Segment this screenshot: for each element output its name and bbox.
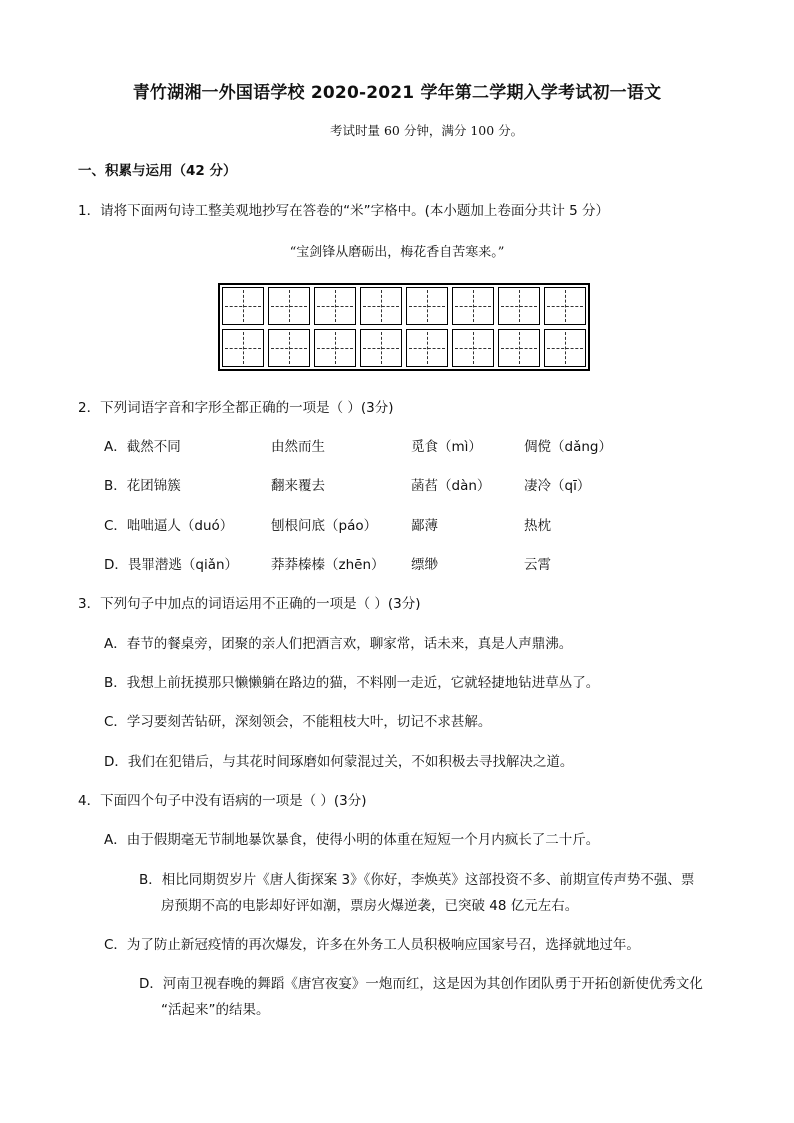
grid-cell <box>498 287 540 325</box>
grid-cell <box>268 329 310 367</box>
grid-cell <box>314 329 356 367</box>
question-3: 3．下列句子中加点的词语运用不正确的一项是（ ）(3分) <box>78 596 421 612</box>
q4-option-d-line1: D．河南卫视春晚的舞蹈《唐宫夜宴》一炮而红，这是因为其创作团队勇于开拓创新使优秀文化 <box>139 976 703 992</box>
q2-option-c-word2: 刨根问底（páo） <box>271 518 378 534</box>
q2-option-d-label: D．畏罪潜逃（qiǎn） <box>104 557 239 573</box>
q2-option-c-word3: 鄙薄 <box>411 518 438 534</box>
q3-option-d: D．我们在犯错后，与其花时间琢磨如何蒙混过关，不如积极去寻找解决之道。 <box>104 754 574 770</box>
grid-cell <box>544 287 586 325</box>
q4-option-b-line1: B．相比同期贺岁片《唐人街探案 3》《你好，李焕英》这部投资不多、前期宣传声势不强、票 <box>139 872 695 888</box>
question-2: 2．下列词语字音和字形全都正确的一项是（ ）(3分) <box>78 400 394 416</box>
exam-title: 青竹湖湘一外国语学校 2020-2021 学年第二学期入学考试初一语文 <box>132 83 662 103</box>
q3-option-a: A．春节的餐桌旁，团聚的亲人们把酒言欢，聊家常，话未来，真是人声鼎沸。 <box>104 636 573 652</box>
question-4: 4．下面四个句子中没有语病的一项是（ ）(3分) <box>78 793 367 809</box>
grid-cell <box>360 287 402 325</box>
q2-option-b-word3: 菡萏（dàn） <box>411 478 491 494</box>
q4-option-a: A．由于假期毫无节制地暴饮暴食，使得小明的体重在短短一个月内疯长了二十斤。 <box>104 832 600 848</box>
grid-row <box>220 285 588 327</box>
grid-row <box>220 327 588 369</box>
q2-option-d-word4: 云霄 <box>524 557 551 573</box>
q2-option-a-label: A．截然不同 <box>104 439 181 455</box>
grid-cell <box>544 329 586 367</box>
q2-option-c-word4: 热枕 <box>524 518 551 534</box>
q2-option-a-word3: 觅食（mì） <box>411 439 482 455</box>
q4-option-d-line2: “活起来”的结果。 <box>161 1002 270 1018</box>
grid-cell <box>268 287 310 325</box>
q2-option-b-label: B．花团锦簇 <box>104 478 181 494</box>
q2-option-c-label: C．咄咄逼人（duó） <box>104 518 234 534</box>
q4-option-c: C．为了防止新冠疫情的再次爆发，许多在外务工人员积极响应国家号召，选择就地过年。 <box>104 937 640 953</box>
grid-cell <box>452 329 494 367</box>
question-1: 1．请将下面两句诗工整美观地抄写在答卷的“米”字格中。(本小题加上卷面分共计 5 分） <box>78 203 610 219</box>
grid-cell <box>452 287 494 325</box>
q2-option-a-word4: 倜傥（dǎng） <box>524 439 612 455</box>
q2-option-b-word2: 翻来覆去 <box>271 478 325 494</box>
q3-option-b: B．我想上前抚摸那只懒懒躺在路边的猫，不料刚一走近，它就轻捷地钻进草丛了。 <box>104 675 600 691</box>
grid-cell <box>222 329 264 367</box>
grid-cell <box>314 287 356 325</box>
poem-text: “宝剑锋从磨砺出，梅花香自苦寒来。” <box>289 245 505 260</box>
q3-option-c: C．学习要刻苦钻研，深刻领会，不能粗枝大叶，切记不求甚解。 <box>104 714 492 730</box>
mi-character-grid <box>218 283 590 371</box>
grid-cell <box>360 329 402 367</box>
grid-cell <box>498 329 540 367</box>
exam-subtitle: 考试时量 60 分钟，满分 100 分。 <box>330 123 524 138</box>
q4-option-b-line2: 房预期不高的电影却好评如潮，票房火爆逆袭，已突破 48 亿元左右。 <box>161 898 579 914</box>
q2-option-d-word3: 缥缈 <box>411 557 438 573</box>
section-heading: 一、积累与运用（42 分） <box>78 163 237 179</box>
q2-option-b-word4: 凄冷（qī） <box>524 478 591 494</box>
q2-option-a-word2: 由然而生 <box>271 439 325 455</box>
grid-cell <box>406 329 448 367</box>
grid-cell <box>406 287 448 325</box>
q2-option-d-word2: 莽莽榛榛（zhēn） <box>271 557 385 573</box>
grid-cell <box>222 287 264 325</box>
